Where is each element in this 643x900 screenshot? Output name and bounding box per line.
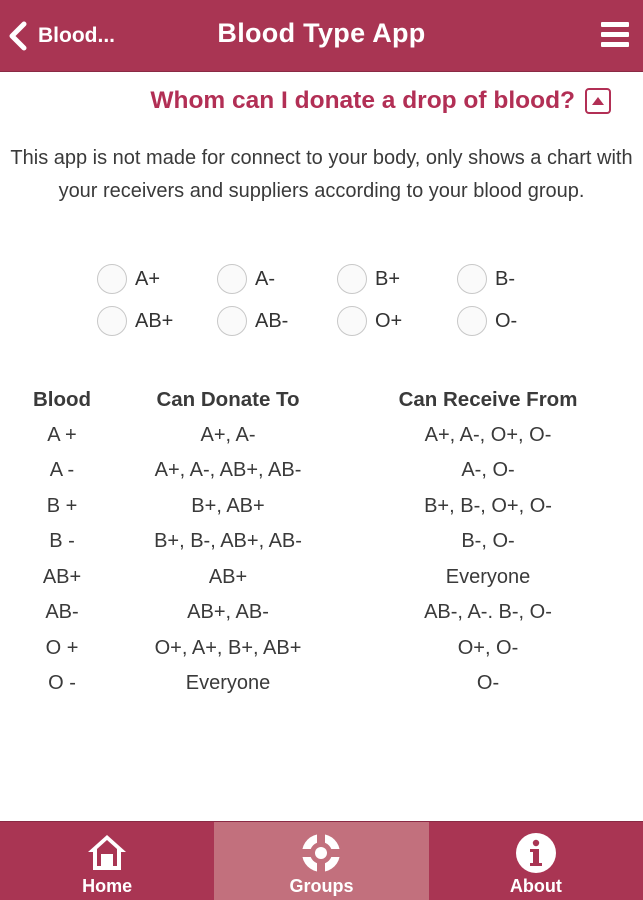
radio-label: A- xyxy=(255,267,275,290)
table-row xyxy=(0,418,643,454)
back-label: Blood... xyxy=(38,24,115,47)
donate-to-cell: B+, AB+ xyxy=(191,494,265,517)
header-can-donate-to: Can Donate To xyxy=(156,387,300,411)
radio-row xyxy=(97,300,577,342)
question-text: Whom can I donate a drop of blood? xyxy=(150,87,575,114)
radio-option-o-neg[interactable] xyxy=(457,306,577,336)
radio-button[interactable] xyxy=(97,264,127,294)
blood-type-cell: A + xyxy=(47,423,77,446)
receive-from-cell: A+, A-, O+, O- xyxy=(424,423,552,446)
radio-option-ab-neg[interactable] xyxy=(217,306,337,336)
donate-to-cell: B+, B-, AB+, AB- xyxy=(154,530,302,553)
table-row xyxy=(0,560,643,596)
radio-label: O+ xyxy=(375,309,403,332)
donate-to-cell: A+, A- xyxy=(200,423,256,446)
radio-button[interactable] xyxy=(217,306,247,336)
receive-from-cell: B+, B-, O+, O- xyxy=(424,494,552,517)
receive-from-cell: O+, O- xyxy=(457,636,519,659)
collapse-toggle-button[interactable] xyxy=(585,88,611,114)
radio-label: AB- xyxy=(255,309,289,332)
tab-about[interactable] xyxy=(429,822,643,900)
tab-home[interactable] xyxy=(0,822,214,900)
radio-row xyxy=(97,258,577,300)
radio-button[interactable] xyxy=(457,264,487,294)
radio-button[interactable] xyxy=(217,264,247,294)
radio-label: O- xyxy=(495,309,518,332)
tab-groups-label: Groups xyxy=(289,876,354,896)
radio-button[interactable] xyxy=(457,306,487,336)
table-row xyxy=(0,524,643,560)
radio-label: A+ xyxy=(135,267,161,290)
blood-type-cell: O - xyxy=(48,672,76,695)
blood-type-cell: B - xyxy=(49,530,75,553)
page-title: Blood Type App xyxy=(217,18,426,48)
tab-groups[interactable] xyxy=(214,822,428,900)
radio-button[interactable] xyxy=(337,264,367,294)
radio-option-b-neg[interactable] xyxy=(457,264,577,294)
radio-option-b-pos[interactable] xyxy=(337,264,457,294)
donate-to-cell: A+, A-, AB+, AB- xyxy=(154,459,302,482)
donate-to-cell: AB+ xyxy=(208,565,248,588)
tab-about-label: About xyxy=(509,876,562,896)
table-row xyxy=(0,666,643,702)
blood-type-cell: AB- xyxy=(45,601,79,624)
radio-label: B+ xyxy=(375,267,401,290)
blood-type-radio-group xyxy=(97,258,577,342)
question-heading xyxy=(0,84,643,118)
donate-to-cell: Everyone xyxy=(185,672,271,695)
groups-icon xyxy=(300,832,342,874)
receive-from-cell: AB-, A-. B-, O- xyxy=(424,601,552,624)
app-header xyxy=(0,0,643,72)
radio-option-a-neg[interactable] xyxy=(217,264,337,294)
radio-label: B- xyxy=(495,267,515,290)
table-row xyxy=(0,489,643,525)
menu-button[interactable] xyxy=(601,22,629,48)
description-text: This app is not made for connect to your body, only shows a chart with your receivers and suppliers according to your blood group. xyxy=(10,147,633,202)
compatibility-table xyxy=(0,382,643,702)
blood-type-cell: B + xyxy=(46,494,78,517)
donate-to-cell: AB+, AB- xyxy=(187,601,269,624)
radio-option-ab-pos[interactable] xyxy=(97,306,217,336)
hamburger-icon xyxy=(601,22,629,27)
receive-from-cell: A-, O- xyxy=(461,459,515,482)
donate-to-cell: O+, A+, B+, AB+ xyxy=(154,636,302,659)
receive-from-cell: O- xyxy=(476,672,500,695)
header-can-receive-from: Can Receive From xyxy=(398,387,578,411)
blood-type-cell: O + xyxy=(45,636,79,659)
info-icon xyxy=(515,832,557,874)
receive-from-cell: Everyone xyxy=(445,565,531,588)
tab-home-label: Home xyxy=(82,876,133,896)
table-row xyxy=(0,453,643,489)
header-blood: Blood xyxy=(32,387,92,411)
receive-from-cell: B-, O- xyxy=(461,530,515,553)
radio-option-o-pos[interactable] xyxy=(337,306,457,336)
table-row xyxy=(0,595,643,631)
radio-label: AB+ xyxy=(135,309,174,332)
triangle-up-icon xyxy=(591,96,605,106)
home-icon xyxy=(86,832,128,874)
radio-button[interactable] xyxy=(337,306,367,336)
radio-option-a-pos[interactable] xyxy=(97,264,217,294)
radio-button[interactable] xyxy=(97,306,127,336)
blood-type-cell: A - xyxy=(49,459,75,482)
bottom-nav-bar xyxy=(0,821,643,900)
table-header-row xyxy=(0,382,643,418)
table-row xyxy=(0,631,643,667)
blood-type-cell: AB+ xyxy=(42,565,82,588)
